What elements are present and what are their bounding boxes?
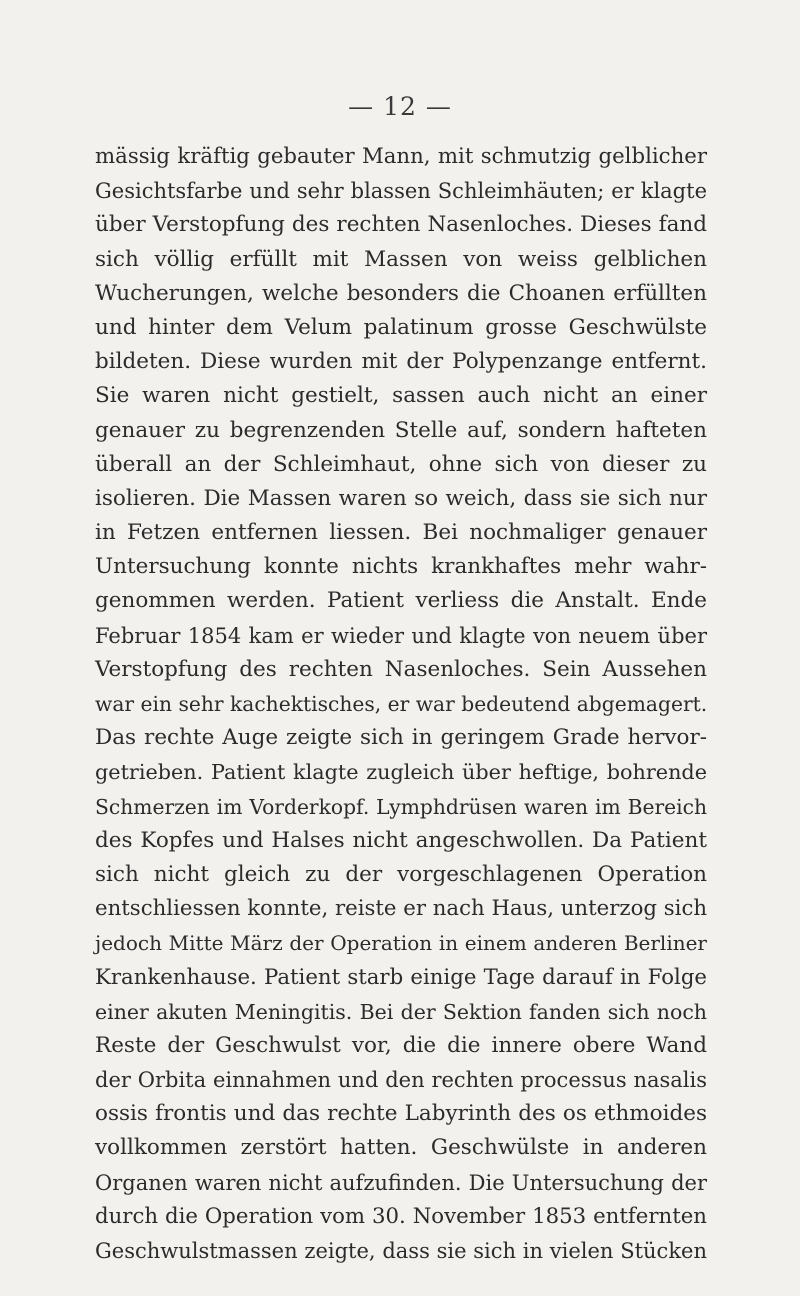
text-line: Krankenhause. Patient starb einige Tage darauf in Folge xyxy=(95,964,707,990)
text-line: Wucherungen, welche besonders die Choanen erfüllten xyxy=(95,280,707,306)
text-line: überall an der Schleimhaut, ohne sich von dieser zu xyxy=(95,451,707,477)
text-line: jedoch Mitte März der Operation in einem anderen Berliner xyxy=(95,931,707,956)
text-line: und hinter dem Velum palatinum grosse Geschwülste xyxy=(95,314,707,340)
text-line: in Fetzen entfernen liessen. Bei nochmaliger genauer xyxy=(95,520,707,546)
text-line: sich nicht gleich zu der vorgeschlagenen Operation xyxy=(95,861,707,887)
text-line: war ein sehr kachektisches, er war bedeutend abgemagert. xyxy=(95,692,708,716)
text-line: mässig kräftig gebauter Mann, mit schmutzig gelblicher xyxy=(95,144,707,169)
text-line: Verstopfung des rechten Nasenloches. Sein Aussehen xyxy=(95,656,707,682)
text-line: über Verstopfung des rechten Nasenloches. Dieses fand xyxy=(95,212,707,238)
text-line: genommen werden. Patient verliess die Anstalt. Ende xyxy=(95,588,707,614)
text-line: Sie waren nicht gestielt, sassen auch nicht an einer xyxy=(95,383,707,409)
text-line: entschliessen konnte, reiste er nach Haus, unterzog sich xyxy=(95,896,708,922)
text-line: des Kopfes und Halses nicht angeschwollen. Da Patient xyxy=(95,827,707,853)
text-line: ossis frontis und das rechte Labyrinth des os ethmoides xyxy=(95,1101,707,1127)
text-line: isolieren. Die Massen waren so weich, dass sie sich nur xyxy=(95,485,707,511)
text-line: vollkommen zerstört hatten. Geschwülste in anderen xyxy=(95,1135,707,1161)
page-number: — 12 — xyxy=(348,92,452,121)
text-line: der Orbita einnahmen und den rechten processus nasalis xyxy=(95,1068,707,1093)
text-line: getrieben. Patient klagte zugleich über heftige, bohrende xyxy=(95,760,707,785)
text-line: einer akuten Meningitis. Bei der Sektion fanden sich noch xyxy=(95,999,707,1024)
text-line: durch die Operation vom 30. November 1853 entfernten xyxy=(95,1203,707,1229)
text-line: Organen waren nicht aufzufinden. Die Untersuchung der xyxy=(95,1170,707,1195)
text-line: Gesichtsfarbe und sehr blassen Schleimhäuten; er klagte xyxy=(95,179,707,204)
text-line: sich völlig erfüllt mit Massen von weiss gelblichen xyxy=(95,246,707,272)
text-line: Das rechte Auge zeigte sich in geringem Grade hervor- xyxy=(95,725,707,751)
text-line: Untersuchung konnte nichts krankhaftes mehr wahr- xyxy=(95,554,707,580)
text-line: bildeten. Diese wurden mit der Polypenzange entfernt. xyxy=(95,349,707,375)
text-line: genauer zu begrenzenden Stelle auf, sondern hafteten xyxy=(95,417,707,443)
text-line: Reste der Geschwulst vor, die die innere obere Wand xyxy=(95,1032,707,1058)
text-line: Februar 1854 kam er wieder und klagte von neuem über xyxy=(95,623,707,648)
text-line: Geschwulstmassen zeigte, dass sie sich in vielen Stücken xyxy=(95,1239,707,1263)
text-line: Schmerzen im Vorderkopf. Lymphdrüsen waren im Bereich xyxy=(95,794,707,819)
body-text xyxy=(95,140,707,1268)
